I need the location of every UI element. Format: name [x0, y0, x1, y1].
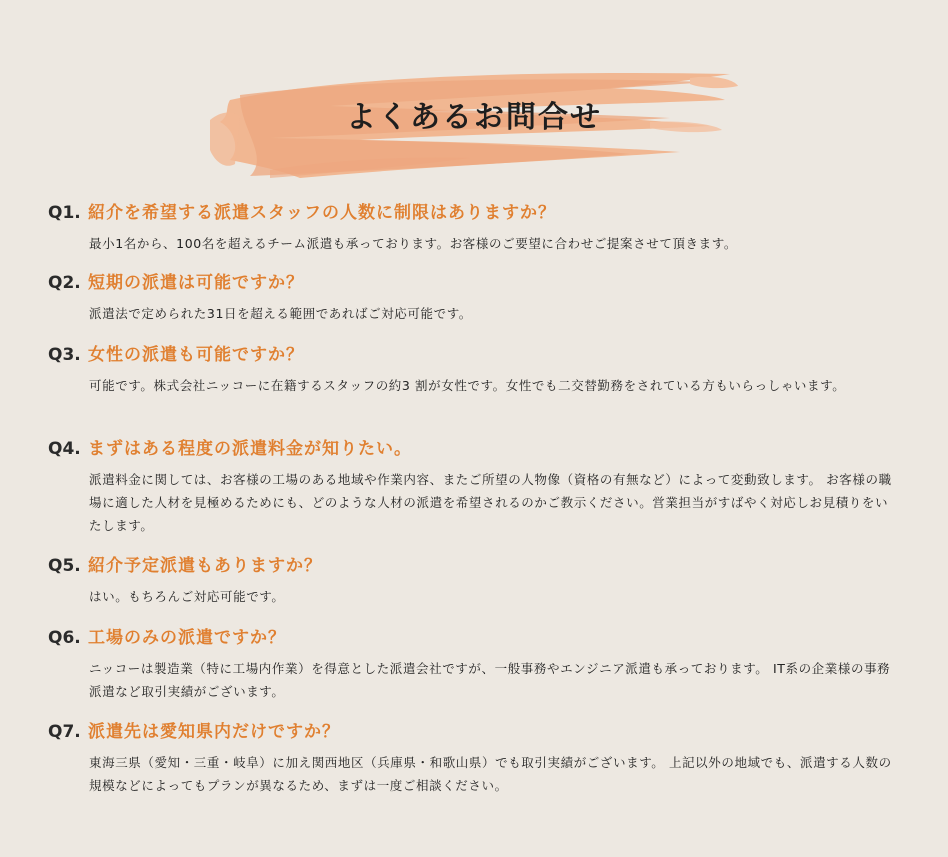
answer-text: はい。もちろんご対応可能です。 [89, 589, 285, 604]
question-row [48, 269, 304, 297]
question-number: Q1. [48, 203, 81, 223]
question-text: 紹介を希望する派遣スタッフの人数に制限はありますか？ [88, 203, 556, 223]
question-text: 工場のみの派遣ですか？ [88, 628, 286, 648]
question-row [48, 341, 304, 369]
question-row [48, 718, 340, 746]
question-text: まずはある程度の派遣料金が知りたい。 [88, 439, 412, 459]
question-number: Q6. [48, 628, 81, 648]
question-text: 短期の派遣は可能ですか？ [88, 273, 304, 293]
question-number: Q3. [48, 345, 81, 365]
page-header [0, 60, 948, 185]
question-number: Q5. [48, 556, 81, 576]
answer-text: 可能です。株式会社ニッコーに在籍するスタッフの約3 割が女性です。女性でも二交替勤務をされている方もいらっしゃいます。 [89, 378, 846, 393]
question-row [48, 199, 556, 227]
answer-text: ニッコーは製造業（特に工場内作業）を得意とした派遣会社ですが、一般事務やエンジニア派遣も承っております。 IT系の企業様の事務派遣など取引実績がございます。 [89, 661, 891, 699]
question-number: Q2. [48, 273, 81, 293]
question-row [48, 624, 286, 652]
answer-text: 最小1名から、100名を超えるチーム派遣も承っております。お客様のご要望に合わせご提案させて頂きます。 [89, 236, 737, 251]
page-title: よくあるお問合せ [346, 100, 602, 135]
question-row [48, 552, 322, 580]
question-text: 紹介予定派遣もありますか？ [88, 556, 322, 576]
question-row [48, 435, 412, 463]
answer-text: 東海三県（愛知・三重・岐阜）に加え関西地区（兵庫県・和歌山県）でも取引実績がございます。 上記以外の地域でも、派遣する人数の規模などによってもプランが異なるため、まずは一度ご相談ください。 [89, 755, 892, 793]
question-text: 女性の派遣も可能ですか？ [88, 345, 304, 365]
answer-text: 派遣法で定められた31日を超える範囲であればご対応可能です。 [89, 306, 472, 321]
question-text: 派遣先は愛知県内だけですか？ [88, 722, 340, 742]
question-number: Q4. [48, 439, 81, 459]
answer-text: 派遣料金に関しては、お客様の工場のある地域や作業内容、またご所望の人物像（資格の有無など）によって変動致します。 お客様の職場に適した人材を見極めるためにも、どのような人材の派遣を希望されるのかご教示ください。営業担当がすばやく対応しお見積りをいたします。 [89, 472, 892, 533]
question-number: Q7. [48, 722, 81, 742]
